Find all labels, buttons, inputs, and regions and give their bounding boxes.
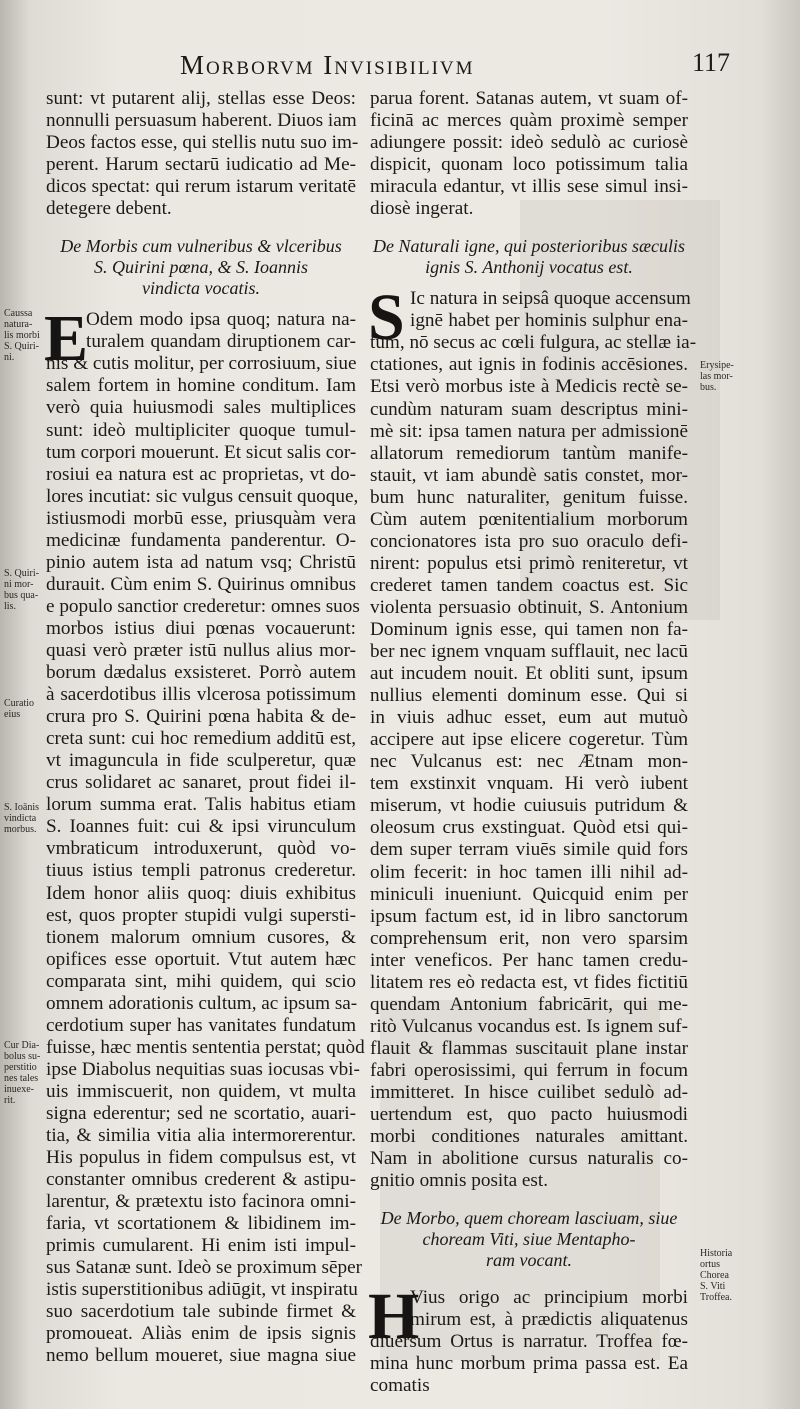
text-line: medicinæ fundamenta panderentur. O- bbox=[46, 529, 356, 551]
text-line: ritò Vulcanus vocandus est. Is ignem suf- bbox=[370, 1015, 688, 1037]
text-line: sus Satanæ sunt. Ideò se proximum sēper bbox=[46, 1257, 363, 1279]
text-line: crus solidaret ac sanaret, prout fidei il- bbox=[46, 772, 356, 794]
text-line: tia, & similia vitia alia intermorerentur. bbox=[46, 1125, 356, 1147]
text-line: accipere aut ipse elicere cogeretur. Tùm bbox=[370, 729, 688, 751]
text-line: nonnulli persuasum haberent. Diuos iam bbox=[46, 110, 357, 132]
section-heading-anthony bbox=[370, 236, 688, 278]
margin-note-curatio: Curatio eius bbox=[4, 698, 34, 720]
heading-line: De Naturali igne, qui posterioribus sæculis bbox=[372, 236, 685, 257]
running-title: Morborvm Invisibilivm bbox=[180, 50, 475, 80]
text-line: sunt: ideò multipliciter quoque tumul- bbox=[46, 419, 356, 441]
text-line: durauit. Cùm enim S. Quirinus omnibus bbox=[46, 573, 356, 595]
text-line: rosiui ea natura est ac proprietas, vt do- bbox=[46, 463, 356, 485]
section-heading-chorea bbox=[370, 1208, 688, 1271]
text-line: olim fecerit: in hoc tamen illi nihil ad- bbox=[370, 861, 688, 883]
text-line: quendam Antonium fabricārit, qui me- bbox=[370, 993, 688, 1015]
text-line: oleosum crus exstinguat. Quòd etsi qui- bbox=[370, 817, 688, 839]
text-line: adiungere possit: ideò sedulò ac curiosè bbox=[370, 132, 688, 154]
text-line: dicos spectat: qui rerum istarum veritatē bbox=[46, 176, 356, 198]
text-line: fabri operosissimi, qui ferrum in focum bbox=[370, 1059, 688, 1081]
text-line: ber nec ignem vnquam sufflauit, nec lacū bbox=[370, 641, 688, 663]
right-column bbox=[368, 88, 697, 1397]
text-line: vmbraticum introduxerunt, quòd vo- bbox=[46, 838, 356, 860]
margin-note-quirini: S. Quiri- ni mor- bus qua- lis. bbox=[4, 568, 39, 612]
text-line: Ic natura in seipsâ quoque accensum bbox=[410, 288, 691, 310]
drop-cap: E bbox=[44, 302, 89, 376]
text-line: uis immiscuerit, non quidem, vt multa bbox=[46, 1080, 356, 1102]
right-opening-paragraph bbox=[370, 88, 688, 220]
heading-line: choream Viti, siue Mentapho- bbox=[422, 1229, 636, 1250]
text-line: Nam in abolitione cursus naturalis co- bbox=[370, 1148, 688, 1170]
text-line: à sacerdotibus illis vlcerosa potissimum bbox=[46, 684, 356, 706]
text-line: in viuis adhuc esset, eum aut mutuò bbox=[370, 707, 688, 729]
text-line: tiuus istius templi patronus crederetur. bbox=[46, 860, 356, 882]
text-line: crederet tamen tandem coactus est. Sic bbox=[370, 574, 688, 596]
text-line: Vius origo ac principium morbi bbox=[410, 1287, 688, 1309]
text-line: violenta persuasio obtinuit, S. Antonium bbox=[370, 596, 688, 618]
drop-cap: S bbox=[368, 281, 405, 355]
text-line: opifices esse oportuit. Vtut autem hæc bbox=[46, 948, 356, 970]
text-line: ignē habet per hominis sulphur ena- bbox=[410, 310, 688, 332]
text-line: morbi conditiones naturales amittant. bbox=[370, 1126, 688, 1148]
text-line: gnitio omnis posita est. bbox=[370, 1170, 549, 1192]
text-line: promoueat. Aliàs enim de ipsis signis bbox=[46, 1323, 356, 1345]
text-line: faria, vt scortationem & libidinem im- bbox=[46, 1213, 356, 1235]
text-line: est, quos propter stupidi vulgi supersti- bbox=[46, 904, 356, 926]
text-line: ipsum factum est, id in libro sanctorum bbox=[370, 905, 688, 927]
margin-note-erysipelas: Erysipe- las mor- bus. bbox=[700, 360, 734, 393]
margin-note-historia: Historia ortus Chorea S. Viti Troffea. bbox=[700, 1248, 733, 1303]
text-line: mina hunc morbum prima passa est. Ea bbox=[370, 1353, 688, 1375]
text-line: Odem modo ipsa quoq; natura na- bbox=[86, 309, 356, 331]
text-line: vt imaguncula in fide sculperetur, quæ bbox=[46, 750, 356, 772]
text-line: stauit, vt iam abundè satis constet, mor- bbox=[370, 464, 688, 486]
heading-line: S. Quirini pœna, & S. Ioannis bbox=[93, 257, 308, 278]
left-column bbox=[44, 88, 365, 1368]
text-line: tum, nō secus ac cœli fulgura, ac stellæ ia- bbox=[370, 332, 697, 354]
text-line: nemo bellum moueret, siue magna siue bbox=[46, 1345, 356, 1367]
heading-line: De Morbis cum vulneribus & vlceribus bbox=[60, 236, 342, 257]
text-line: nirent: populus etsi primò reniteretur, vt bbox=[370, 552, 688, 574]
text-line: S. Ioannes fuit: cui & ipsi virunculum bbox=[46, 816, 356, 838]
text-line: lorum summa erat. Talis habitus etiam bbox=[46, 794, 356, 816]
text-line: omnem adorationis cultum, ac ipsum sa- bbox=[46, 992, 358, 1014]
text-line: signa ederentur; sed ne scortatio, auari- bbox=[46, 1102, 356, 1124]
heading-line: ignis S. Anthonij vocatus est. bbox=[425, 257, 633, 278]
text-line: nec Vulcanus est: nec Ætnam mon- bbox=[370, 751, 688, 773]
section-body-anthony bbox=[368, 281, 697, 1192]
text-line: miserum, vt hodie cuiusuis putridum & bbox=[370, 795, 688, 817]
text-line: suo sacerdotium tale subinde firmet & bbox=[46, 1301, 356, 1323]
margin-note-ioannis: S. Ioānis vindicta morbus. bbox=[4, 802, 39, 835]
text-line: dispicit, quonam loco potissimum talia bbox=[370, 154, 688, 176]
heading-line: De Morbo, quem choream lasciuam, siue bbox=[380, 1208, 678, 1229]
text-line: salem fortem in homine conditum. Iam bbox=[46, 375, 356, 397]
drop-cap: H bbox=[368, 1280, 420, 1354]
section-body-chorea bbox=[368, 1280, 688, 1397]
text-line: Cùm autem pœnitentialium morborum bbox=[370, 508, 688, 530]
text-line: diuersum Ortus is narratur. Troffea fœ- bbox=[370, 1331, 688, 1353]
text-line: morbos istius diui pœnas vocauerunt: bbox=[46, 617, 356, 639]
margin-note-cur-diabolus: Cur Dia- bolus su- perstitio nes tales inuexe- rit. bbox=[4, 1040, 41, 1106]
text-line: sunt: vt putarent alij, stellas esse Deos: bbox=[46, 88, 356, 109]
text-line: mè sit: ipsa tamen natura per admissionē bbox=[370, 420, 688, 442]
text-line: larentur, & prætextu isto facinora omni- bbox=[46, 1191, 356, 1213]
text-line: perent. Harum sectarū iudicatio ad Me- bbox=[46, 154, 356, 176]
text-line: turalem quandam diruptionem car- bbox=[86, 331, 356, 353]
text-line: istis superstitionibus adiūgit, vt inspiratu bbox=[46, 1279, 358, 1301]
text-line: Idem honor aliis quoq: diuis exhibitus bbox=[46, 882, 356, 904]
text-line: quasi verò præter istū nullus alius mor- bbox=[46, 639, 356, 661]
text-line: diosè ingerat. bbox=[370, 198, 474, 220]
catchword: comatis bbox=[370, 1375, 430, 1397]
text-line: dem super terram viuēs simile quid fors bbox=[370, 839, 688, 861]
text-line: primis cumularent. Hi enim isti impul- bbox=[46, 1235, 356, 1257]
text-line: borum dædalus exsisteret. Porrò autem bbox=[46, 662, 356, 684]
text-line: inter veneficos. Per hanc tamen credu- bbox=[370, 949, 688, 971]
text-line: comprehensum erit, non vero sparsim bbox=[370, 927, 688, 949]
text-line: nullius elementi dominum esse. Qui si bbox=[370, 685, 688, 707]
text-line: miracula edantur, vt illis sese simul insi- bbox=[370, 176, 688, 198]
text-line: fuisse, hæc mentis sententia perstat; quòd bbox=[46, 1036, 365, 1058]
text-line: constanter omnibus crederent & astipu- bbox=[46, 1169, 356, 1191]
text-line: aut incudem nouit. Et obliti sunt, ipsum bbox=[370, 663, 688, 685]
text-line: lores incutiat: sic vulgus censuit quoque, bbox=[46, 485, 359, 507]
text-line: mirum est, à prædictis aliquatenus bbox=[410, 1309, 688, 1331]
text-line: ipse Diabolus nequitias suas iocusas vbi- bbox=[46, 1058, 360, 1080]
text-line: His populus in fidem compulsus est, vt bbox=[46, 1147, 356, 1169]
text-line: allatorum remediorum tantùm manife- bbox=[370, 442, 688, 464]
text-line: litatem res eò redacta est, vt fides fictitiū bbox=[370, 971, 688, 993]
text-line: miniculi inueniunt. Quicquid enim per bbox=[370, 883, 688, 905]
text-line: flauit & flammas suscitauit plane instar bbox=[370, 1037, 688, 1059]
text-line: cundùm naturam suam descriptus mini- bbox=[370, 398, 688, 420]
section-heading-quirinus bbox=[46, 236, 356, 299]
text-line: uertendum est, quo pacto huiusmodi bbox=[370, 1104, 688, 1126]
text-line: immitteret. In hisce cuilibet sedulò ad- bbox=[370, 1081, 688, 1103]
text-line: parua forent. Satanas autem, vt suam of- bbox=[370, 88, 688, 109]
text-line: cerdotium super has vanitates fundatum bbox=[46, 1014, 356, 1036]
text-line: detegere debent. bbox=[46, 198, 172, 220]
margin-note-causa: Caussa natura- lis morbi S. Quiri- ni. bbox=[4, 308, 40, 363]
text-line: tum corpori mouerunt. Et sicut salis cor- bbox=[46, 441, 357, 463]
text-line: concionatores ista pro suo oraculo defi- bbox=[370, 530, 688, 552]
text-line: tionem malorum omnium cusores, & bbox=[46, 926, 356, 948]
text-line: istiusmodi morbū esse, priusquàm vera bbox=[46, 507, 356, 529]
text-line: comparata sint, mihi quidem, qui scio bbox=[46, 970, 356, 992]
text-line: Deos factos esse, qui stellis nutu suo im- bbox=[46, 132, 359, 154]
heading-line: vindicta vocatis. bbox=[142, 278, 260, 299]
page-header bbox=[40, 44, 800, 88]
text-line: ficinā ac merces quàm proximè semper bbox=[370, 110, 688, 132]
text-line: nis & cutis molitur, per corrosiuum, siue bbox=[46, 353, 357, 375]
section-body-quirinus bbox=[44, 302, 365, 1367]
text-line: bum hunc naturaliter, genitum fuisse. bbox=[370, 486, 688, 508]
text-line: verò quia huiusmodi sales multiplices bbox=[46, 397, 356, 419]
text-line: crura pro S. Quirini pœna habita & de- bbox=[46, 706, 356, 728]
left-opening-paragraph bbox=[46, 88, 359, 220]
text-line: tem exstinxit vnquam. Hi verò iubent bbox=[370, 773, 688, 795]
text-line: creta sunt: cui hoc remedium additū est, bbox=[46, 728, 356, 750]
page-number: 117 bbox=[692, 48, 731, 77]
text-line: pinio autem ista ad natum vsq; Christū bbox=[46, 551, 356, 573]
text-line: e populo sanctior crederetur: omnes suos bbox=[46, 595, 360, 617]
text-line: Dominum ignis esse, qui tamen non fa- bbox=[370, 618, 688, 640]
text-line: ctationes, aut ignis in fodinis accēsiones. bbox=[370, 354, 688, 376]
heading-line: ram vocant. bbox=[486, 1250, 572, 1271]
text-line: Etsi verò morbus iste à Medicis rectè se- bbox=[370, 376, 688, 398]
